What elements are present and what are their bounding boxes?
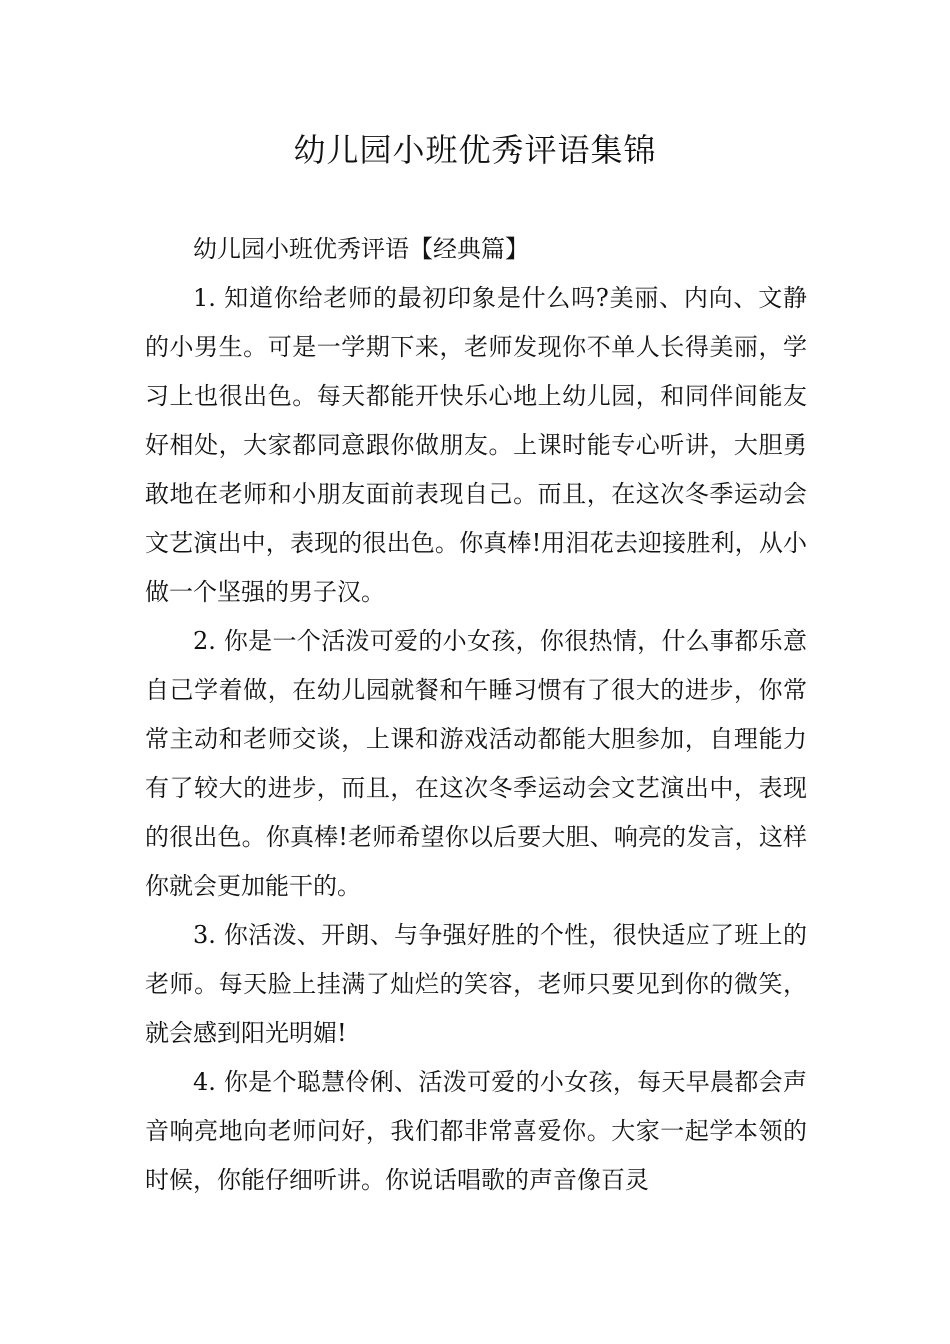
paragraph-3: 3. 你活泼、开朗、与争强好胜的个性，很快适应了班上的老师。每天脸上挂满了灿烂的笑容，老师只要见到你的微笑，就会感到阳光明媚! [145, 921, 807, 1047]
document-title: 幼儿园小班优秀评语集锦 [293, 131, 657, 169]
section-heading: 幼儿园小班优秀评语【经典篇】 [193, 235, 529, 263]
paragraph-4: 4. 你是个聪慧伶俐、活泼可爱的小女孩，每天早晨都会声音响亮地向老师问好，我们都非常喜爱你。大家一起学本领的时候，你能仔细听讲。你说话唱歌的声音像百灵 [145, 1068, 807, 1194]
paragraph-1: 1. 知道你给老师的最初印象是什么吗?美丽、内向、文静的小男生。可是一学期下来，老师发现你不单人长得美丽，学习上也很出色。每天都能开快乐心地上幼儿园，和同伴间能友好相处，大家都同意跟你做朋友。上课时能专心听讲，大胆勇敢地在老师和小朋友面前表现自己。而且，在这次冬季运动会文艺演出中，表现的很出色。你真棒!用泪花去迎接胜利，从小做一个坚强的男子汉。 [145, 284, 807, 606]
paragraph-2: 2. 你是一个活泼可爱的小女孩，你很热情，什么事都乐意自己学着做，在幼儿园就餐和午睡习惯有了很大的进步，你常常主动和老师交谈，上课和游戏活动都能大胆参加，自理能力有了较大的进步，而且，在这次冬季运动会文艺演出中，表现的很出色。你真棒!老师希望你以后要大胆、响亮的发言，这样你就会更加能干的。 [145, 627, 807, 900]
document-body [145, 225, 807, 1205]
